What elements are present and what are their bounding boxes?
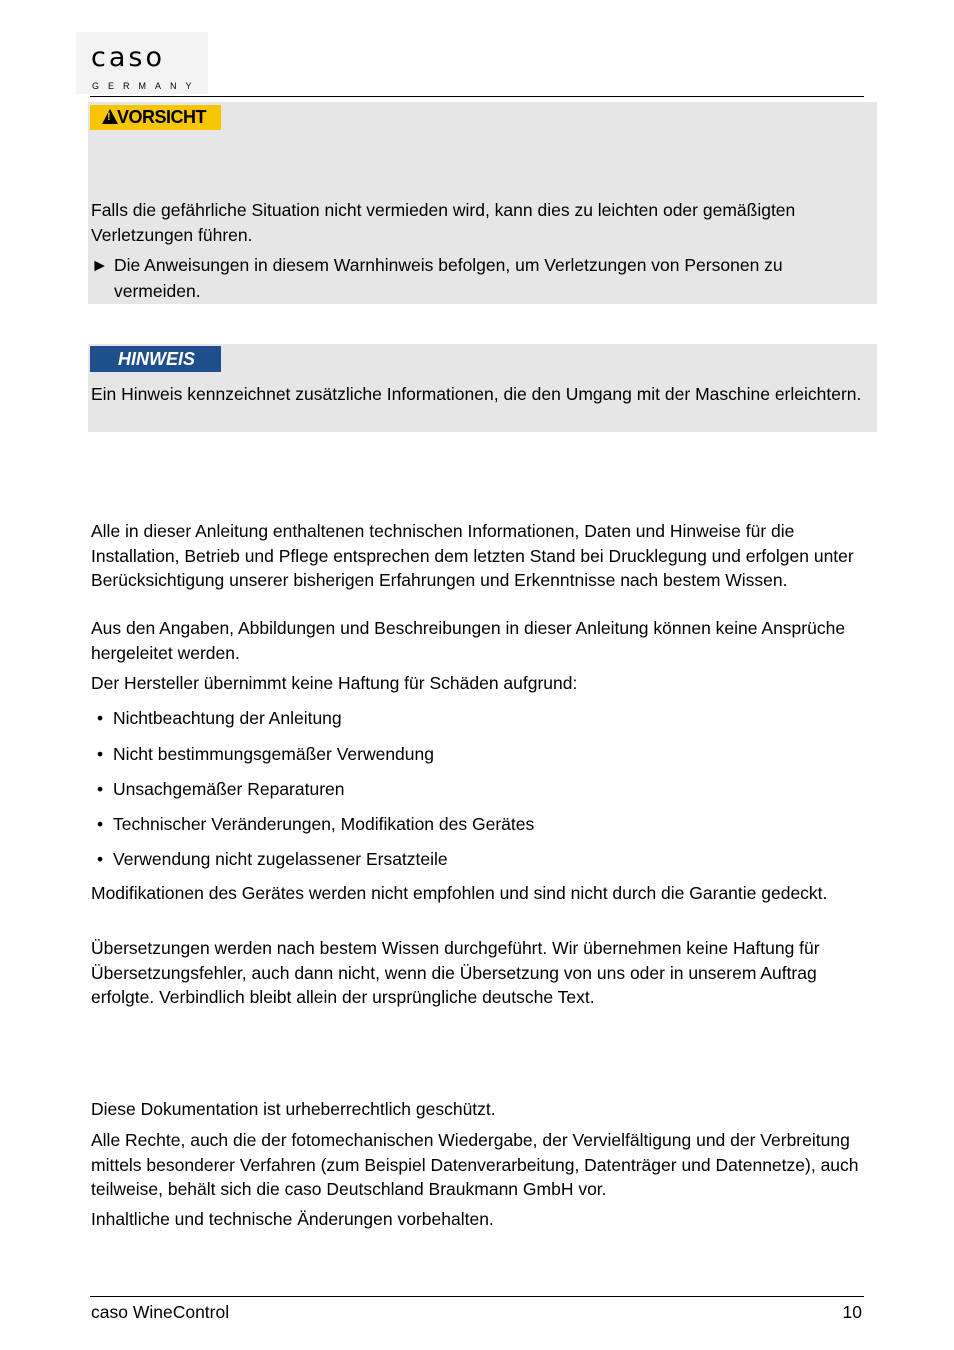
list-item: • Unsachgemäßer Reparaturen: [97, 779, 345, 799]
bullet-icon: •: [97, 744, 104, 764]
warning-badge: ! VORSICHT: [90, 105, 221, 130]
warning-action: [91, 253, 871, 304]
header-rule: [90, 96, 864, 97]
liability-paragraph-4: Modifikationen des Gerätes werden nicht empfohlen und sind nicht durch die Garantie gedeckt.: [91, 883, 828, 903]
footer-rule: [90, 1296, 864, 1297]
liability-paragraph-1: Alle in dieser Anleitung enthaltenen technischen Informationen, Daten und Hinweise für die Installation, Betrieb und Pflege entsprechen dem letzten Stand bei Drucklegung und erfolgen unter Berücksichtigung unserer bisherigen Erfahrungen und Erkenntnisse nach bestem Wissen.: [91, 521, 854, 590]
list-item: • Nichtbeachtung der Anleitung: [97, 708, 342, 728]
bullet-icon: •: [97, 779, 104, 799]
list-item: • Verwendung nicht zugelassener Ersatzteile: [97, 849, 448, 869]
logo-subtitle: GERMANY: [92, 81, 201, 91]
copyright-paragraph-3: Inhaltliche und technische Änderungen vorbehalten.: [91, 1209, 494, 1229]
note-text: Ein Hinweis kennzeichnet zusätzliche Informationen, die den Umgang mit der Maschine erleichtern.: [91, 384, 862, 404]
copyright-paragraph-2: Alle Rechte, auch die der fotomechanischen Wiedergabe, der Vervielfältigung und der Verbreitung mittels besonderer Verfahren (zum Beispiel Datenverarbeitung, Datenträger und Datennetze), auch teilweise, behält sich die caso Deutschland Braukmann GmbH vor.: [91, 1130, 859, 1199]
footer-product: caso WineControl: [91, 1302, 230, 1322]
bullet-icon: •: [97, 849, 104, 869]
liability-paragraph-5: Übersetzungen werden nach bestem Wissen durchgeführt. Wir übernehmen keine Haftung für Übersetzungsfehler, auch dann nicht, wenn die Übersetzung von uns oder in unserem Auftrag erfolgte. Verbindlich bleibt allein der ursprüngliche deutsche Text.: [91, 938, 820, 1007]
caso-logo: [76, 32, 208, 94]
copyright-paragraph-1: Diese Dokumentation ist urheberrechtlich geschützt.: [91, 1099, 496, 1119]
list-item: • Technischer Veränderungen, Modifikation des Gerätes: [97, 814, 535, 834]
note-badge: HINWEIS: [90, 346, 221, 372]
warning-text: Falls die gefährliche Situation nicht vermieden wird, kann dies zu leichten oder gemäßigten Verletzungen führen.: [91, 200, 796, 245]
list-item: • Nicht bestimmungsgemäßer Verwendung: [97, 744, 434, 764]
warning-action-text: Die Anweisungen in diesem Warnhinweis befolgen, um Verletzungen von Personen zu vermeiden.: [114, 255, 783, 301]
logo-wordmark: caso: [91, 42, 165, 73]
bullet-icon: •: [97, 708, 104, 728]
page-number: 10: [842, 1302, 862, 1322]
arrow-right-icon: ►: [91, 255, 109, 275]
liability-paragraph-2: Aus den Angaben, Abbildungen und Beschreibungen in dieser Anleitung können keine Ansprüche hergeleitet werden.: [91, 618, 846, 663]
liability-paragraph-3: Der Hersteller übernimmt keine Haftung für Schäden aufgrund:: [91, 673, 578, 693]
warning-badge-label: VORSICHT: [117, 107, 207, 127]
bullet-icon: •: [97, 814, 104, 834]
